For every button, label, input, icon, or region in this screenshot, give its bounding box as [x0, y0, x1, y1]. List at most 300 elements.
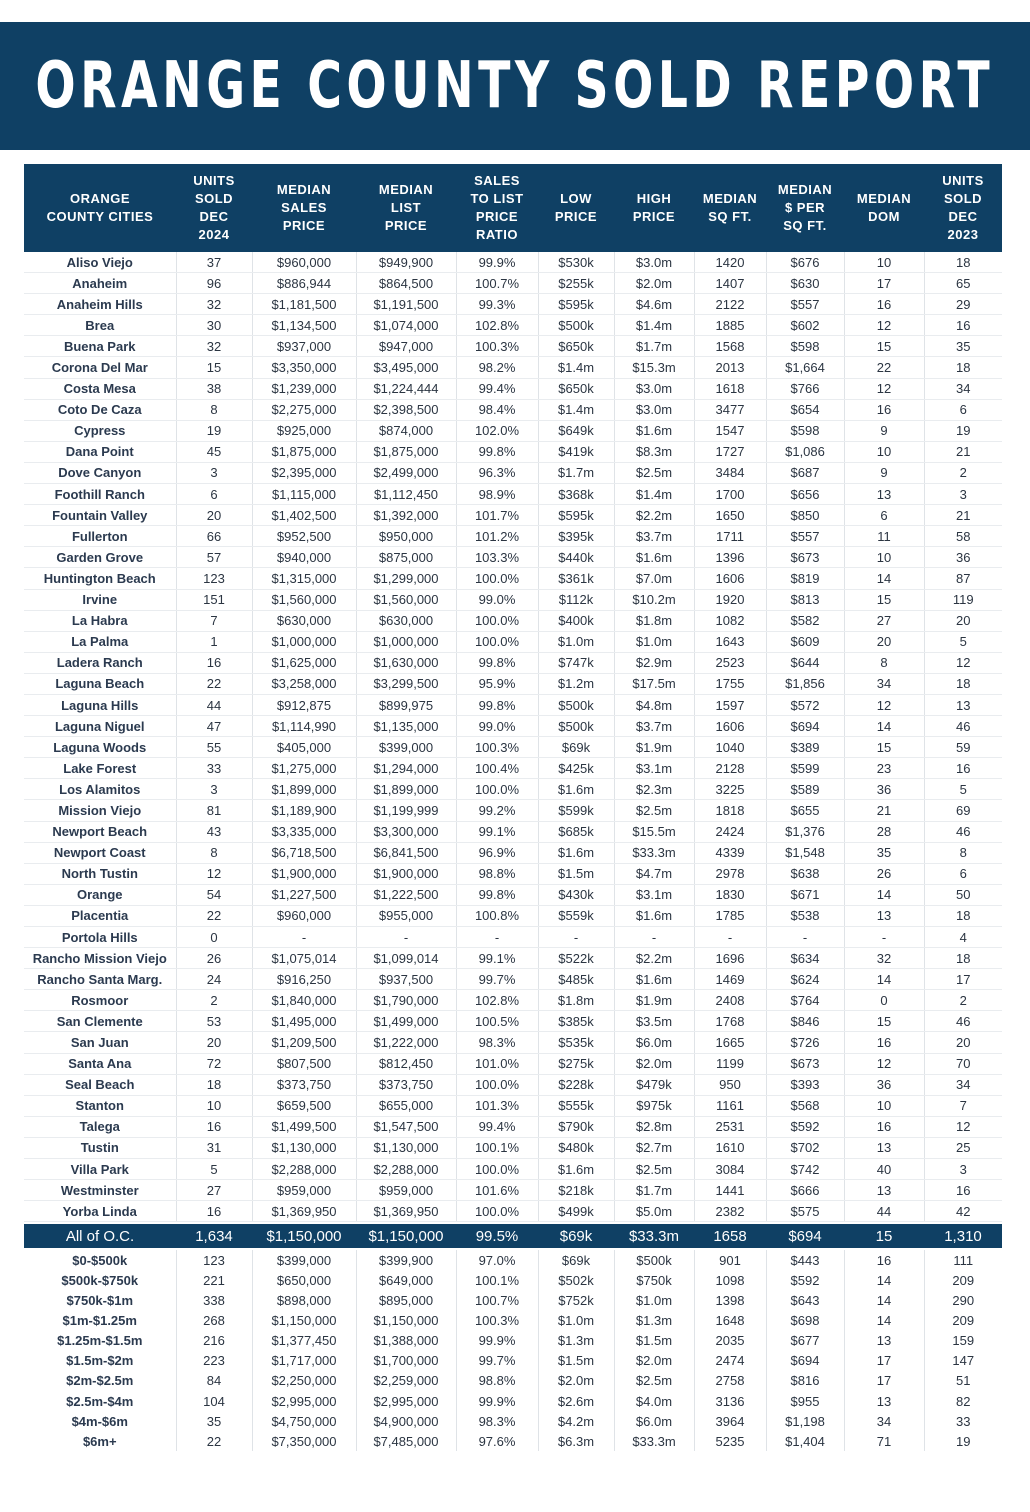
table-cell: $1,369,950	[356, 1201, 456, 1222]
table-cell: 1920	[694, 589, 766, 610]
total-label-cell: All of O.C.	[65, 1227, 135, 1245]
table-cell: 159	[952, 1333, 975, 1349]
table-cell: $2.5m	[614, 800, 694, 821]
table-cell: $1.0m	[538, 631, 614, 652]
table-cell: $33.3m	[614, 842, 694, 863]
table-cell: $1,630,000	[356, 652, 456, 673]
table-cell: $568	[766, 1095, 844, 1116]
table-cell: -	[456, 927, 538, 948]
table-cell: $3.0m	[614, 378, 694, 399]
table-cell: $2,995,000	[252, 1391, 356, 1411]
table-cell: 1082	[694, 610, 766, 631]
table-cell: 26	[844, 863, 924, 884]
table-cell: 12	[844, 694, 924, 715]
table-cell: $1,114,990	[252, 716, 356, 737]
table-row	[24, 1411, 1002, 1431]
table-cell: $419k	[538, 441, 614, 462]
column-header	[252, 164, 356, 252]
table-cell: 1818	[694, 800, 766, 821]
table-cell: $960,000	[252, 905, 356, 926]
table-cell: $634	[766, 948, 844, 969]
price-range-cell: $1.25m-$1.5m	[24, 1331, 176, 1351]
table-body	[24, 252, 1002, 1451]
table-cell: $6,841,500	[356, 842, 456, 863]
table-cell: $361k	[538, 568, 614, 589]
table-cell: 17	[844, 1371, 924, 1391]
table-cell: $1,181,500	[252, 294, 356, 315]
table-cell: 99.1%	[456, 821, 538, 842]
table-cell: 9	[844, 420, 924, 441]
table-row	[24, 990, 1002, 1011]
table-cell: 15	[875, 1227, 893, 1245]
table-cell: 11	[844, 526, 924, 547]
column-header	[844, 164, 924, 252]
city-name-cell: Anaheim	[24, 273, 176, 294]
table-cell: $1,227,500	[252, 884, 356, 905]
table-cell: $1,856	[766, 673, 844, 694]
table-cell: 99.4%	[456, 378, 538, 399]
table-row	[24, 378, 1002, 399]
table-cell: 99.8%	[456, 694, 538, 715]
table-row	[24, 779, 1002, 800]
table-cell: $33.3m	[614, 1431, 694, 1451]
table-cell: 119	[924, 589, 1002, 610]
table-cell: 102.8%	[456, 315, 538, 336]
table-cell: 12	[844, 315, 924, 336]
table-cell: 151	[176, 589, 252, 610]
table-cell: $898,000	[252, 1291, 356, 1311]
table-cell: $3.7m	[614, 716, 694, 737]
table-cell: 1597	[694, 694, 766, 715]
table-cell: 16	[844, 294, 924, 315]
column-header-line: PRICE	[384, 218, 428, 233]
city-name-cell: Fountain Valley	[24, 505, 176, 526]
table-cell: $1,198	[766, 1411, 844, 1431]
table-cell: $1.0m	[538, 1311, 614, 1331]
table-cell: $1,299,000	[356, 568, 456, 589]
table-cell: $440k	[538, 547, 614, 568]
table-cell: 7	[924, 1095, 1002, 1116]
title-banner	[0, 22, 1030, 150]
table-cell: 100.0%	[456, 1201, 538, 1222]
table-cell: $1.4m	[614, 484, 694, 505]
column-header	[176, 164, 252, 252]
city-name-cell: Buena Park	[24, 336, 176, 357]
table-cell: 2122	[694, 294, 766, 315]
table-cell: $1,239,000	[252, 378, 356, 399]
table-cell: 22	[176, 673, 252, 694]
city-name-cell: Mission Viejo	[24, 800, 176, 821]
table-cell: $2.5m	[614, 462, 694, 483]
table-cell: 21	[924, 441, 1002, 462]
table-cell: 16	[844, 1116, 924, 1137]
column-header	[538, 164, 614, 252]
column-header-line: MEDIAN	[856, 191, 912, 206]
table-cell: $673	[766, 547, 844, 568]
table-cell: $112k	[538, 589, 614, 610]
city-name-cell: Aliso Viejo	[24, 252, 176, 273]
table-cell: $1,376	[766, 821, 844, 842]
table-cell: 1606	[694, 568, 766, 589]
table-cell: $15.5m	[614, 821, 694, 842]
table-cell: 32	[176, 294, 252, 315]
table-cell: $1,189,900	[252, 800, 356, 821]
table-cell: $17.5m	[614, 673, 694, 694]
table-cell: $479k	[614, 1074, 694, 1095]
table-cell: 34	[924, 1074, 1002, 1095]
table-cell: 2424	[694, 821, 766, 842]
table-cell: 84	[176, 1371, 252, 1391]
table-cell: 6	[924, 863, 1002, 884]
table-cell: 100.1%	[456, 1137, 538, 1158]
table-cell: $6.0m	[614, 1032, 694, 1053]
table-row	[24, 526, 1002, 547]
table-cell: $598	[766, 420, 844, 441]
table-cell: $1.2m	[538, 673, 614, 694]
column-header-line: 2023	[947, 227, 979, 242]
table-cell: 98.3%	[456, 1032, 538, 1053]
table-cell: 98.2%	[456, 357, 538, 378]
table-cell: $1.0m	[614, 631, 694, 652]
table-cell: $638	[766, 863, 844, 884]
table-cell: $557	[766, 526, 844, 547]
table-cell: $3,495,000	[356, 357, 456, 378]
table-cell: $649,000	[356, 1270, 456, 1290]
city-name-cell: Placentia	[24, 905, 176, 926]
table-row	[24, 568, 1002, 589]
table-cell: $650,000	[252, 1270, 356, 1290]
table-cell: 20	[924, 1032, 1002, 1053]
table-cell: $522k	[538, 948, 614, 969]
table-cell: $1.5m	[538, 1351, 614, 1371]
table-cell: $644	[766, 652, 844, 673]
table-cell: 123	[176, 568, 252, 589]
table-cell: 18	[176, 1074, 252, 1095]
table-cell: 9	[844, 462, 924, 483]
city-name-cell: Coto De Caza	[24, 399, 176, 420]
table-cell: 16	[844, 1250, 924, 1270]
column-header-line: SALES	[281, 200, 327, 215]
table-row	[24, 969, 1002, 990]
table-cell: 13	[844, 1180, 924, 1201]
table-cell: 42	[924, 1201, 1002, 1222]
table-row	[24, 252, 1002, 273]
table-cell: $4.0m	[614, 1391, 694, 1411]
table-cell: $500k	[538, 315, 614, 336]
table-row	[24, 357, 1002, 378]
city-name-cell: Talega	[24, 1116, 176, 1137]
table-cell: $500k	[614, 1250, 694, 1270]
city-name-cell: Newport Coast	[24, 842, 176, 863]
table-cell: 16	[924, 758, 1002, 779]
table-cell: $819	[766, 568, 844, 589]
table-cell: 25	[924, 1137, 1002, 1158]
table-cell: $595k	[538, 505, 614, 526]
table-row	[24, 673, 1002, 694]
table-cell: 99.0%	[456, 589, 538, 610]
table-cell: 98.3%	[456, 1411, 538, 1431]
table-cell: $655	[766, 800, 844, 821]
table-cell: 104	[176, 1391, 252, 1411]
table-cell: $694	[766, 1351, 844, 1371]
table-cell: 19	[924, 420, 1002, 441]
column-header-line: MEDIAN	[702, 191, 758, 206]
table-row	[24, 1032, 1002, 1053]
table-cell: $443	[766, 1250, 844, 1270]
table-cell: $1,135,000	[356, 716, 456, 737]
table-cell: $1,700,000	[356, 1351, 456, 1371]
table-cell: $255k	[538, 273, 614, 294]
table-cell: 101.2%	[456, 526, 538, 547]
table-cell: 14	[844, 1311, 924, 1331]
table-cell: 100.7%	[456, 1291, 538, 1311]
table-cell: 1098	[694, 1270, 766, 1290]
table-cell: $752k	[538, 1291, 614, 1311]
table-cell: $4.6m	[614, 294, 694, 315]
table-cell: $1.0m	[614, 1291, 694, 1311]
table-cell: $1,000,000	[252, 631, 356, 652]
table-cell: $1,130,000	[252, 1137, 356, 1158]
column-header-line: SOLD	[943, 191, 983, 206]
table-cell: 1610	[694, 1137, 766, 1158]
table-cell: 100.1%	[456, 1270, 538, 1290]
table-cell: 901	[694, 1250, 766, 1270]
table-cell: 100.7%	[456, 273, 538, 294]
city-name-cell: Fullerton	[24, 526, 176, 547]
city-name-cell: Corona Del Mar	[24, 357, 176, 378]
table-cell: 58	[924, 526, 1002, 547]
city-name-cell: Rancho Santa Marg.	[24, 969, 176, 990]
table-cell: $1,224,444	[356, 378, 456, 399]
table-cell: 32	[844, 948, 924, 969]
price-range-cell: $4m-$6m	[24, 1411, 176, 1431]
table-cell: 20	[176, 1032, 252, 1053]
table-cell: $673	[766, 1053, 844, 1074]
table-cell: $1.7m	[614, 336, 694, 357]
table-row	[24, 1074, 1002, 1095]
table-cell: $947,000	[356, 336, 456, 357]
table-cell: $559k	[538, 905, 614, 926]
city-name-cell: Los Alamitos	[24, 779, 176, 800]
column-header	[766, 164, 844, 252]
table-cell: $2.5m	[614, 1159, 694, 1180]
table-cell: $1,369,950	[252, 1201, 356, 1222]
column-header	[24, 164, 176, 252]
table-cell: 99.1%	[456, 948, 538, 969]
table-cell: $2,288,000	[356, 1159, 456, 1180]
table-cell: 15	[176, 357, 252, 378]
table-cell: 3477	[694, 399, 766, 420]
table-cell: 13	[844, 484, 924, 505]
table-cell: $1,499,500	[252, 1116, 356, 1137]
table-cell: $671	[766, 884, 844, 905]
price-range-cell: $0-$500k	[24, 1250, 176, 1270]
table-cell: $1,625,000	[252, 652, 356, 673]
table-cell: 98.4%	[456, 399, 538, 420]
table-cell: 1696	[694, 948, 766, 969]
table-cell: 21	[844, 800, 924, 821]
table-cell: $2,275,000	[252, 399, 356, 420]
table-cell: $1.3m	[538, 1331, 614, 1351]
table-cell: $1.5m	[614, 1331, 694, 1351]
table-cell: $592	[766, 1116, 844, 1137]
table-cell: 16	[844, 399, 924, 420]
table-cell: 5	[924, 779, 1002, 800]
table-cell: $1.7m	[614, 1180, 694, 1201]
table-cell: 35	[924, 336, 1002, 357]
table-row	[24, 294, 1002, 315]
table-cell: 16	[924, 1180, 1002, 1201]
table-cell: $1.5m	[538, 863, 614, 884]
table-cell: $3.0m	[614, 399, 694, 420]
city-name-cell: Cypress	[24, 420, 176, 441]
table-cell: $955	[766, 1391, 844, 1411]
table-cell: 28	[844, 821, 924, 842]
table-cell: 14	[844, 884, 924, 905]
table-row	[24, 273, 1002, 294]
table-cell: $3.0m	[614, 252, 694, 273]
table-cell: $1,150,000	[368, 1227, 444, 1245]
table-cell: 1407	[694, 273, 766, 294]
table-row	[24, 1116, 1002, 1137]
city-name-cell: Laguna Woods	[24, 737, 176, 758]
city-name-cell: San Clemente	[24, 1011, 176, 1032]
table-cell: 17	[844, 1351, 924, 1371]
table-cell: $500k	[538, 716, 614, 737]
table-cell: $6.3m	[538, 1431, 614, 1451]
table-cell: $659,500	[252, 1095, 356, 1116]
table-cell: $850	[766, 505, 844, 526]
table-cell: 3	[176, 779, 252, 800]
table-cell: $1.4m	[538, 357, 614, 378]
table-cell: 99.0%	[456, 716, 538, 737]
table-cell: $69k	[559, 1227, 593, 1245]
table-row	[24, 863, 1002, 884]
city-name-cell: San Juan	[24, 1032, 176, 1053]
table-cell: 13	[924, 694, 1002, 715]
table-cell: 103.3%	[456, 547, 538, 568]
table-cell: 2128	[694, 758, 766, 779]
table-cell: $2,995,000	[356, 1391, 456, 1411]
price-range-cell: $1.5m-$2m	[24, 1351, 176, 1371]
table-cell: 14	[844, 969, 924, 990]
table-cell: 99.9%	[456, 1391, 538, 1411]
table-cell: 14	[844, 1291, 924, 1311]
table-cell: 5235	[694, 1431, 766, 1451]
table-cell: $846	[766, 1011, 844, 1032]
table-cell: $654	[766, 399, 844, 420]
table-cell: 70	[924, 1053, 1002, 1074]
city-name-cell: Laguna Niguel	[24, 716, 176, 737]
table-cell: 3	[176, 462, 252, 483]
table-cell: $2,288,000	[252, 1159, 356, 1180]
city-name-cell: Dove Canyon	[24, 462, 176, 483]
table-cell: 18	[924, 252, 1002, 273]
table-cell: $864,500	[356, 273, 456, 294]
table-cell: 100.4%	[456, 758, 538, 779]
city-name-cell: Anaheim Hills	[24, 294, 176, 315]
city-name-cell: Newport Beach	[24, 821, 176, 842]
table-cell: $2,395,000	[252, 462, 356, 483]
table-cell: 13	[844, 1391, 924, 1411]
table-cell: 99.9%	[456, 1331, 538, 1351]
table-cell: 1441	[694, 1180, 766, 1201]
table-cell: 14	[844, 1270, 924, 1290]
table-cell: 7	[176, 610, 252, 631]
column-header	[456, 164, 538, 252]
table-cell: 8	[924, 842, 1002, 863]
table-cell: 10	[844, 1095, 924, 1116]
table-cell: 50	[924, 884, 1002, 905]
table-cell: 13	[844, 1137, 924, 1158]
table-cell: 57	[176, 547, 252, 568]
table-cell: -	[844, 927, 924, 948]
table-cell: $6.0m	[614, 1411, 694, 1431]
table-row	[24, 1331, 1002, 1351]
table-cell: 2382	[694, 1201, 766, 1222]
table-cell: $677	[766, 1331, 844, 1351]
table-header	[24, 164, 1002, 252]
table-row	[24, 610, 1002, 631]
table-cell: $766	[766, 378, 844, 399]
table-cell: -	[694, 927, 766, 948]
report-title: ORANGE COUNTY SOLD REPORT	[35, 49, 995, 123]
table-cell: $499k	[538, 1201, 614, 1222]
table-cell: 12	[844, 378, 924, 399]
table-cell: 33	[956, 1413, 971, 1429]
table-cell: $3.5m	[614, 1011, 694, 1032]
table-cell: $4,900,000	[356, 1411, 456, 1431]
table-cell: 98.9%	[456, 484, 538, 505]
table-cell: 54	[176, 884, 252, 905]
column-header-line: MEDIAN	[378, 182, 434, 197]
city-name-cell: Laguna Beach	[24, 673, 176, 694]
table-cell: $960,000	[252, 252, 356, 273]
table-cell: $959,000	[356, 1180, 456, 1201]
city-name-cell: Huntington Beach	[24, 568, 176, 589]
table-cell: $7,485,000	[356, 1431, 456, 1451]
table-cell: $3.1m	[614, 758, 694, 779]
table-cell: $952,500	[252, 526, 356, 547]
table-row	[24, 1180, 1002, 1201]
table-cell: 16	[176, 652, 252, 673]
table-cell: 100.0%	[456, 610, 538, 631]
table-cell: 22	[844, 357, 924, 378]
table-cell: 2978	[694, 863, 766, 884]
column-header-line: DEC	[199, 209, 229, 224]
table-cell: $33.3m	[628, 1227, 680, 1245]
table-cell: 100.8%	[456, 905, 538, 926]
table-cell: $592	[766, 1270, 844, 1290]
table-cell: 338	[176, 1291, 252, 1311]
table-cell: $656	[766, 484, 844, 505]
table-cell: $687	[766, 462, 844, 483]
table-cell: 102.0%	[456, 420, 538, 441]
table-cell: $589	[766, 779, 844, 800]
price-range-cell: $500k-$750k	[24, 1270, 176, 1290]
sold-report-table	[24, 164, 1002, 1451]
table-cell: $538	[766, 905, 844, 926]
column-header-line: DOM	[868, 209, 900, 224]
table-cell: 1665	[694, 1032, 766, 1053]
table-cell: $813	[766, 589, 844, 610]
table-cell: 1700	[694, 484, 766, 505]
table-cell: 99.7%	[456, 1351, 538, 1371]
table-cell: $4.7m	[614, 863, 694, 884]
table-cell: 24	[176, 969, 252, 990]
table-cell: $275k	[538, 1053, 614, 1074]
table-cell: 36	[844, 1074, 924, 1095]
